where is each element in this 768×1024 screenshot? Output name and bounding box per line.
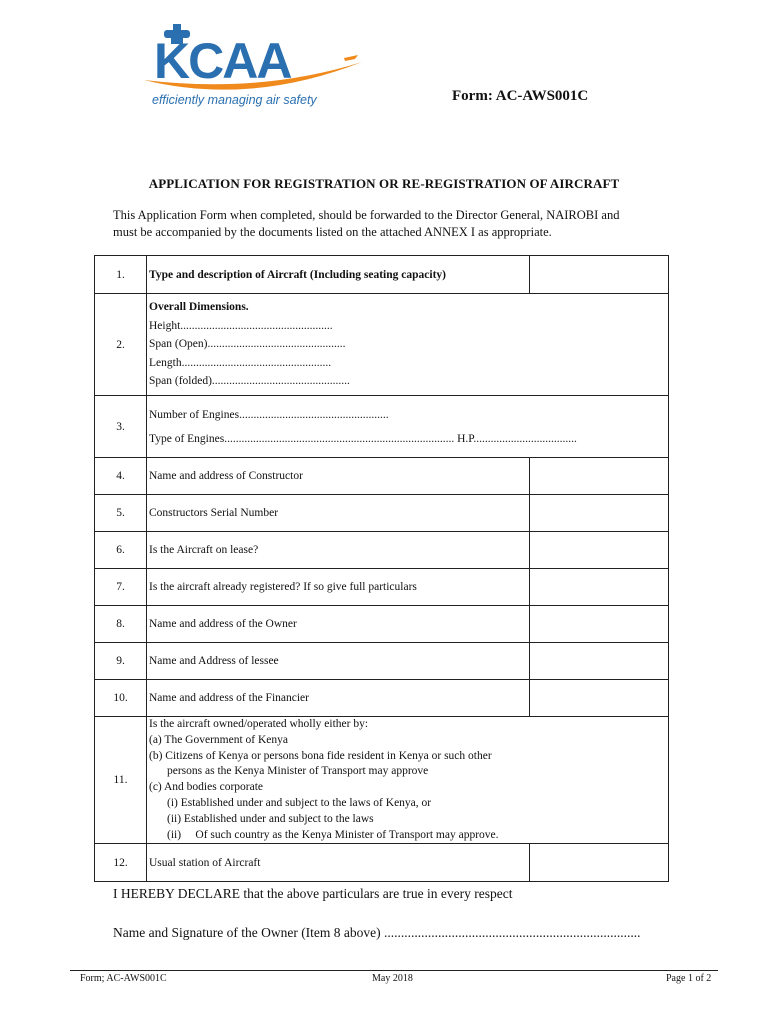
row-number: 11. — [95, 717, 147, 844]
table-row — [95, 256, 669, 294]
table-row — [95, 294, 669, 396]
table-row — [95, 569, 669, 606]
row-number: 4. — [95, 458, 147, 495]
table-row — [95, 680, 669, 717]
ownership-line: persons as the Kenya Minister of Transport may approve — [167, 765, 429, 778]
intro-line: must be accompanied by the documents listed on the attached ANNEX I as appropriate. — [113, 225, 552, 239]
engine-type-field[interactable]: Type of Engines................................................................................ — [149, 432, 455, 445]
row-number: 8. — [95, 606, 147, 643]
footer-divider — [70, 970, 718, 971]
intro-line: This Application Form when completed, should be forwarded to the Director General, NAIROBI and — [113, 208, 620, 222]
row-label: Usual station of Aircraft — [147, 844, 530, 882]
logo-tagline: efficiently managing air safety — [152, 93, 317, 107]
dimensions-cell[interactable] — [147, 294, 669, 396]
owner-signature-field[interactable]: Name and Signature of the Owner (Item 8 above) ............................................................................ — [113, 925, 641, 940]
row-number: 7. — [95, 569, 147, 606]
engine-count-field[interactable]: Number of Engines.................................................... — [149, 408, 389, 421]
table-row — [95, 458, 669, 495]
logo-wordmark: KCAA — [154, 33, 291, 89]
answer-field-lease[interactable] — [530, 532, 669, 569]
application-table — [94, 255, 669, 882]
row-label: Is the Aircraft on lease? — [147, 532, 530, 569]
row-label: Is the aircraft already registered? If so give full particulars — [147, 569, 530, 606]
ownership-line: (ii) Of such country as the Kenya Minister of Transport may approve. — [167, 828, 499, 841]
form-id: Form: AC-AWS001C — [452, 88, 589, 104]
footer-page-number: Page 1 of 2 — [666, 973, 712, 984]
table-row — [95, 396, 669, 458]
horsepower-field[interactable]: H.P.................................... — [457, 432, 577, 445]
answer-field-aircraft-type[interactable] — [530, 256, 669, 294]
footer-date: May 2018 — [372, 973, 413, 984]
height-field[interactable]: Height..................................................... — [149, 319, 333, 332]
declaration-text: I HEREBY DECLARE that the above particulars are true in every respect — [113, 886, 513, 901]
answer-field-constructor[interactable] — [530, 458, 669, 495]
row-label: Name and address of Constructor — [147, 458, 530, 495]
form-title: APPLICATION FOR REGISTRATION OR RE-REGISTRATION OF AIRCRAFT — [148, 176, 620, 191]
length-field[interactable]: Length.................................................... — [149, 356, 332, 369]
kcaa-logo — [140, 24, 370, 114]
row-number: 9. — [95, 643, 147, 680]
row-number: 10. — [95, 680, 147, 717]
answer-field-owner[interactable] — [530, 606, 669, 643]
dimensions-heading: Overall Dimensions. — [149, 301, 249, 314]
answer-field-serial-number[interactable] — [530, 495, 669, 532]
row-label: Name and address of the Owner — [147, 606, 530, 643]
row-number: 1. — [95, 256, 147, 294]
ownership-line: (a) The Government of Kenya — [149, 733, 289, 746]
row-number: 2. — [95, 294, 147, 396]
plane-icon — [344, 55, 358, 61]
ownership-cell[interactable] — [147, 717, 669, 844]
row-label: Name and address of the Financier — [147, 680, 530, 717]
ownership-line: (ii) Established under and subject to the laws — [167, 812, 374, 825]
intro-text — [113, 207, 673, 241]
row-label: Type and description of Aircraft (Including seating capacity) — [147, 256, 530, 294]
answer-field-lessee[interactable] — [530, 643, 669, 680]
footer-form-id: Form; AC-AWS001C — [80, 973, 167, 984]
engine-type-line — [149, 427, 666, 451]
row-number: 3. — [95, 396, 147, 458]
answer-field-financier[interactable] — [530, 680, 669, 717]
table-row — [95, 495, 669, 532]
table-row — [95, 844, 669, 882]
span-folded-field[interactable]: Span (folded)................................................ — [149, 375, 350, 388]
row-number: 6. — [95, 532, 147, 569]
answer-field-station[interactable] — [530, 844, 669, 882]
ownership-line: (c) And bodies corporate — [149, 781, 264, 794]
engines-cell[interactable] — [147, 396, 669, 458]
table-row — [95, 643, 669, 680]
table-row — [95, 606, 669, 643]
row-label: Constructors Serial Number — [147, 495, 530, 532]
ownership-line: Is the aircraft owned/operated wholly either by: — [149, 718, 369, 730]
row-label: Name and Address of lessee — [147, 643, 530, 680]
row-number: 5. — [95, 495, 147, 532]
span-open-field[interactable]: Span (Open)................................................ — [149, 338, 346, 351]
ownership-line: (i) Established under and subject to the laws of Kenya, or — [167, 796, 432, 809]
ownership-line: (b) Citizens of Kenya or persons bona fide resident in Kenya or such other — [149, 749, 492, 762]
table-row — [95, 717, 669, 844]
row-number: 12. — [95, 844, 147, 882]
answer-field-registered[interactable] — [530, 569, 669, 606]
table-row — [95, 532, 669, 569]
